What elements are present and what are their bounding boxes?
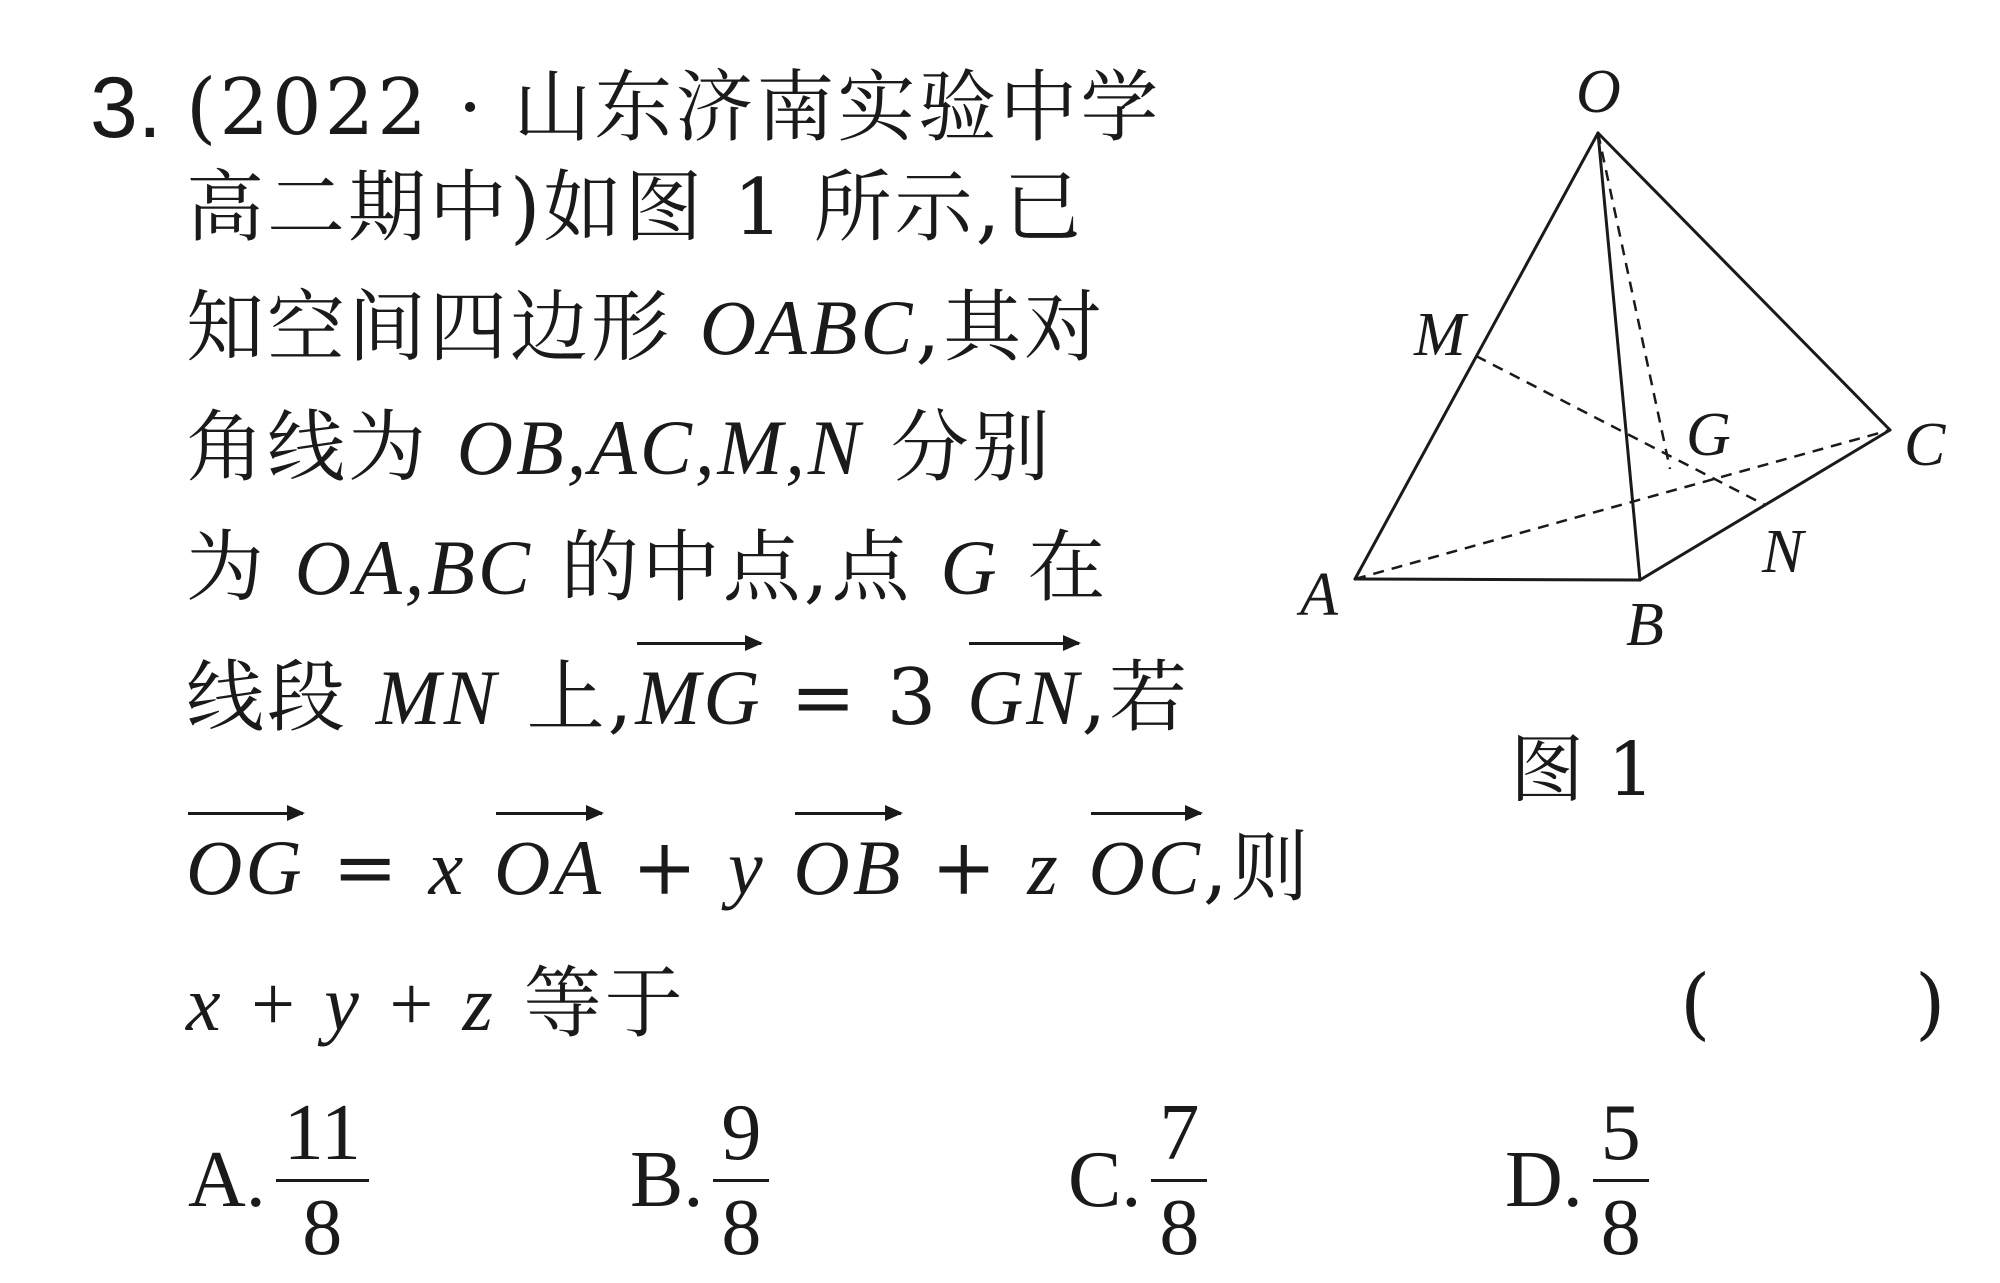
option-c-label: C.	[1068, 1135, 1142, 1224]
question-number: 3.	[90, 60, 162, 156]
figure-caption: 图 1	[1510, 727, 1655, 813]
option-c[interactable]	[1068, 1090, 1207, 1270]
math-g: G	[940, 524, 1000, 611]
option-c-numerator: 7	[1159, 1088, 1200, 1177]
option-d-fraction	[1593, 1088, 1649, 1272]
vector-oc: OC	[1089, 818, 1203, 918]
option-b[interactable]	[630, 1090, 769, 1270]
option-d-label: D.	[1505, 1135, 1583, 1224]
answer-paren-open: (	[1680, 959, 1711, 1049]
question-line-2	[186, 158, 1084, 258]
math-diagonals: OB,AC,M,N	[456, 404, 863, 491]
edge-ob	[1598, 133, 1640, 580]
vector-gn: GN	[967, 648, 1081, 748]
label-n: N	[1762, 518, 1804, 586]
label-b: B	[1626, 591, 1664, 659]
label-c: C	[1904, 411, 1946, 479]
option-c-fraction	[1151, 1088, 1207, 1272]
question-text-4b: 分别	[862, 403, 1053, 493]
option-a-fraction	[276, 1088, 369, 1272]
option-a[interactable]	[188, 1090, 369, 1270]
equals-3: = 3	[762, 653, 968, 743]
option-b-numerator: 9	[721, 1088, 762, 1177]
question-line-3	[186, 278, 1105, 378]
option-b-denominator: 8	[721, 1183, 762, 1272]
math-oa-bc: OA,BC	[294, 524, 533, 611]
coef-z: z	[1027, 824, 1061, 911]
math-sum-xyz: x + y + z	[186, 960, 496, 1047]
question-line-7	[186, 818, 1312, 918]
question-text-3a: 知空间四边形	[186, 283, 700, 373]
option-c-denominator: 8	[1159, 1183, 1200, 1272]
label-m: M	[1414, 301, 1466, 369]
question-line-4	[186, 398, 1053, 498]
question-text-5c: 在	[999, 523, 1109, 613]
question-line-6	[186, 648, 1190, 748]
label-a: A	[1300, 561, 1338, 629]
question-source: (2022 · 山东济南实验中学	[186, 63, 1162, 153]
option-a-label: A.	[188, 1135, 266, 1224]
question-text-6b: 上,	[498, 653, 636, 743]
option-d[interactable]	[1505, 1090, 1649, 1270]
question-line-8	[186, 954, 686, 1054]
vector-ob: OB	[793, 818, 903, 918]
option-a-denominator: 8	[302, 1183, 343, 1272]
option-d-denominator: 8	[1600, 1183, 1641, 1272]
plus-sign-1: +	[604, 823, 728, 913]
math-oabc: OABC	[699, 284, 916, 371]
dashed-ac	[1355, 430, 1890, 579]
label-g: G	[1686, 401, 1731, 469]
question-text-5a: 为	[186, 523, 295, 613]
question-text-2: 高二期中)如图 1 所示,已	[186, 163, 1085, 253]
coef-y: y	[727, 824, 766, 911]
edge-oc	[1598, 133, 1890, 430]
question-text-5b: 的中点,点	[532, 523, 941, 613]
plus-sign-2: +	[903, 823, 1028, 913]
question-text-3b: ,其对	[915, 283, 1106, 373]
question-line-5	[186, 518, 1108, 618]
vector-mg: MG	[635, 648, 762, 748]
dashed-og	[1598, 133, 1670, 469]
label-o: O	[1576, 58, 1621, 126]
option-a-numerator: 11	[283, 1088, 361, 1177]
math-mn: MN	[375, 654, 499, 741]
vector-og: OG	[186, 818, 305, 918]
option-b-label: B.	[630, 1135, 704, 1224]
answer-paren-close: )	[1915, 959, 1946, 1049]
question-text-8: 等于	[495, 959, 686, 1049]
question-text-6c: ,若	[1081, 653, 1191, 743]
vector-oa: OA	[494, 818, 604, 918]
question-text-6a: 线段	[186, 653, 376, 743]
coef-x: x	[428, 824, 467, 911]
option-b-fraction	[713, 1088, 769, 1272]
edge-ab	[1355, 579, 1640, 580]
question-text-7b: ,则	[1202, 823, 1312, 913]
equals-sign: =	[304, 823, 429, 913]
question-text-4a: 角线为	[186, 403, 457, 493]
question-line-1	[186, 58, 1161, 158]
option-d-numerator: 5	[1600, 1088, 1641, 1177]
